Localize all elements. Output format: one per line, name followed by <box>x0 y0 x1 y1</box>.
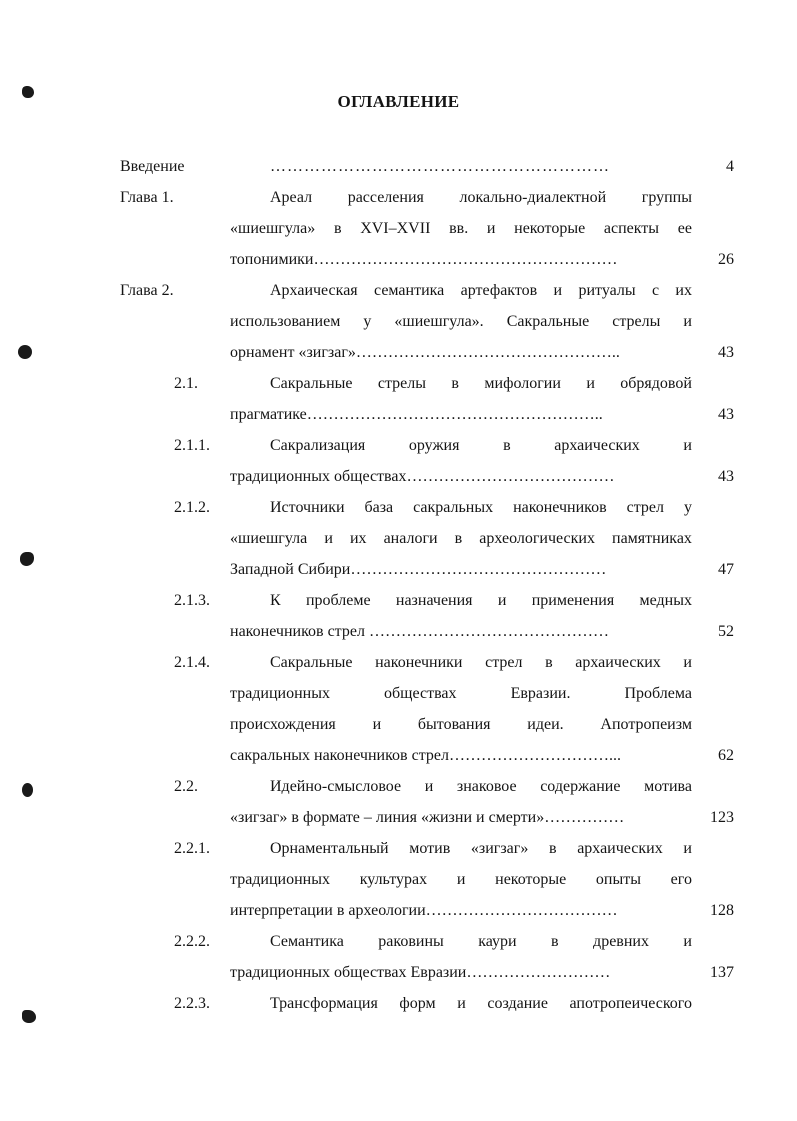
entry-page-number: 47 <box>718 561 734 578</box>
entry-label: 2.1. <box>174 375 198 392</box>
entry-page-number: 62 <box>718 747 734 764</box>
entry-line: традиционных обществах………………………………… <box>230 468 615 485</box>
page-title: ОГЛАВЛЕНИЕ <box>337 92 460 111</box>
entry-line: Сакрализация оружия в архаических и <box>270 437 692 454</box>
entry-text <box>270 151 675 182</box>
entry-line: «шиешгула и их аналоги в археологических памятниках <box>230 530 692 547</box>
scan-blot-mark <box>22 86 34 98</box>
scan-blot-mark <box>22 783 33 797</box>
entry-line: Трансформация форм и создание апотропеического <box>270 995 692 1012</box>
entry-line: Ареал расселения локально-диалектной группы <box>270 189 692 206</box>
entry-page-number: 43 <box>718 344 734 361</box>
entry-line: Западной Сибири………………………………………… <box>230 561 607 578</box>
entry-line: орнамент «зигзаг»………………………………………….. <box>230 344 620 361</box>
entry-label: 2.1.2. <box>174 499 210 516</box>
entry-label: 2.1.4. <box>174 654 210 671</box>
entry-line: происхождения и бытования идеи. Апотропеизм <box>230 716 692 733</box>
entry-line: …………………………………………………… <box>270 158 610 175</box>
entry-line: использованием у «шиешгула». Сакральные стрелы и <box>230 313 692 330</box>
entry-line: топонимики………………………………………………… <box>230 251 618 268</box>
entry-line: прагматике……………………………………………….. <box>230 406 603 423</box>
entry-text <box>230 833 692 926</box>
entry-line: сакральных наконечников стрел…………………………... <box>230 747 621 764</box>
entry-line: традиционных культурах и некоторые опыты его <box>230 871 692 888</box>
entry-text <box>230 771 692 833</box>
entry-page-number: 26 <box>718 251 734 268</box>
entry-label: 2.1.1. <box>174 437 210 454</box>
entry-page-number: 43 <box>718 468 734 485</box>
entry-label: 2.2.1. <box>174 840 210 857</box>
scan-blot-mark <box>18 345 32 359</box>
entry-line: «шиешгула» в XVI–XVII вв. и некоторые аспекты ее <box>230 220 692 237</box>
entry-text <box>230 988 692 1019</box>
entry-page-number: 128 <box>710 902 734 919</box>
entry-line: К проблеме назначения и применения медных <box>270 592 692 609</box>
entry-line: Семантика раковины каури в древних и <box>270 933 692 950</box>
entry-page-number: 4 <box>726 158 734 175</box>
entry-label: 2.2.3. <box>174 995 210 1012</box>
entry-line: традиционных обществах Евразии. Проблема <box>230 685 692 702</box>
entry-text <box>230 492 692 585</box>
scan-blot-mark <box>22 1010 36 1023</box>
entry-text <box>230 585 692 647</box>
entry-line: Архаическая семантика артефактов и ритуалы с их <box>270 282 692 299</box>
entry-line: Источники база сакральных наконечников стрел у <box>270 499 692 516</box>
entry-text <box>230 647 692 771</box>
entry-line: Орнаментальный мотив «зигзаг» в архаических и <box>270 840 692 857</box>
entry-line: интерпретации в археологии……………………………… <box>230 902 618 919</box>
entry-label: 2.2.2. <box>174 933 210 950</box>
entry-line: традиционных обществах Евразии……………………… <box>230 964 611 981</box>
entry-line: наконечников стрел ……………………………………… <box>230 623 609 640</box>
entry-line: «зигзаг» в формате – линия «жизни и смерти»…………… <box>230 809 625 826</box>
entry-label: Введение <box>120 158 185 175</box>
entry-text <box>230 430 692 492</box>
entry-line: Сакральные стрелы в мифологии и обрядовой <box>270 375 692 392</box>
entry-page-number: 52 <box>718 623 734 640</box>
entry-label: 2.2. <box>174 778 198 795</box>
entry-line: Сакральные наконечники стрел в архаических и <box>270 654 692 671</box>
entry-text <box>230 368 692 430</box>
entry-page-number: 123 <box>710 809 734 826</box>
entry-line: Идейно-смысловое и знаковое содержание мотива <box>270 778 692 795</box>
entry-page-number: 137 <box>710 964 734 981</box>
entry-text <box>230 182 692 275</box>
entry-label: 2.1.3. <box>174 592 210 609</box>
entry-text <box>230 926 692 988</box>
entry-label: Глава 1. <box>120 189 174 206</box>
entry-text <box>230 275 692 368</box>
entry-label: Глава 2. <box>120 282 174 299</box>
entry-page-number: 43 <box>718 406 734 423</box>
